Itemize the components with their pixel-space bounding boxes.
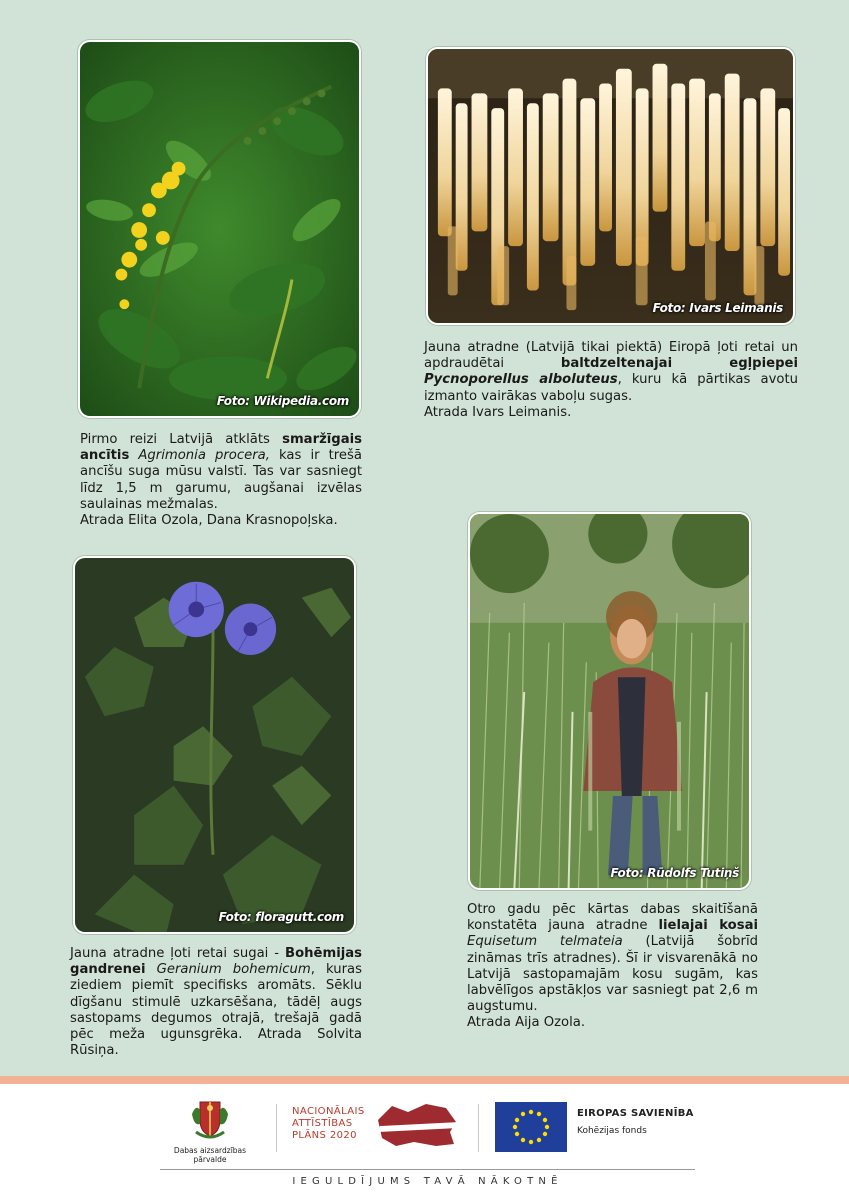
nap-logo-text (292, 1106, 382, 1142)
nap-line: NACIONĀLAIS (292, 1106, 365, 1117)
species-latin-name: Equisetum telmateia (467, 934, 623, 950)
eu-stars-icon (495, 1102, 567, 1152)
caption-text: kas ir trešā ancīšu suga mūsu valstī. Tas var sasniegt līdz 1,5 m garumu, augšanai izvēlas saulainas mežmalas. (80, 448, 362, 512)
caption-text: Jauna atradne (Latvijā tikai piektā) Eiropā ļoti retai un apdraudētai (424, 340, 798, 372)
caption-text: (Latvijā šobrīd zināmas trīs atradnes). Šī ir visvarenākā no Latvijā sastopamajām kosu sugām, kas labvēlīgos apstākļos var sasniegt pat 2,6 m augstumu. (467, 934, 758, 1015)
coat-of-arms-icon (190, 1098, 230, 1140)
eu-subtitle: Kohēzijas fonds (577, 1126, 647, 1136)
fungus-image (428, 49, 793, 323)
photo-fungus (426, 47, 795, 325)
eu-title: EIROPAS SAVIENĪBA (577, 1108, 694, 1119)
caption-fungus (424, 340, 798, 421)
caption-finder: Atrada Aija Ozola. (467, 1015, 586, 1031)
caption-equisetum (467, 902, 758, 1032)
nap-line: PLĀNS 2020 (292, 1130, 357, 1141)
photo-credit: Foto: Wikipedia.com (216, 394, 349, 408)
photo-geranium (73, 556, 356, 934)
caption-text: Pirmo reizi Latvijā atklāts (80, 432, 283, 447)
geranium-image (75, 558, 354, 932)
species-latin-name: Pycnoporellus alboluteus (424, 372, 618, 388)
footer (0, 1084, 849, 1200)
caption-text: Jauna atradne ļoti retai sugai - (70, 946, 286, 961)
footer-separator (276, 1104, 277, 1152)
caption-finder: Atrada Elita Ozola, Dana Krasnopoļska. (80, 513, 338, 529)
caption-text: , kuras ziediem piemīt specifisks aromāts. Sēklu dīgšanu stimulē uzkarsēšana, tādēļ augs sastopams degumos otrajā, trešajā gadā pēc meža ugunsgrēka. Atrada Solvita Rūsiņa. (70, 962, 362, 1059)
species-common-name: smaržīgais ancītis (80, 432, 362, 464)
caption-geranium (70, 946, 362, 1059)
caption-text: , kuru kā pārtikas avotu izmanto vairākas vaboļu sugas. (424, 372, 798, 404)
slogan: IEGULDĪJUMS TAVĀ NĀKOTNĒ (292, 1176, 563, 1187)
photo-equisetum (468, 512, 751, 890)
caption-text (145, 962, 156, 977)
photo-agrimonia (78, 40, 361, 418)
eu-flag (495, 1102, 567, 1152)
caption-text: Otro gadu pēc kārtas dabas skaitīšanā konstatēta jauna atradne (467, 902, 758, 934)
dap-logo (160, 1098, 260, 1164)
dap-label: Dabas aizsardzības pārvalde (173, 1146, 247, 1164)
species-latin-name: Geranium bohemicum (156, 962, 311, 978)
photo-credit: Foto: floragutt.com (218, 910, 344, 924)
species-latin-name: Agrimonia procera, (138, 448, 270, 464)
latvia-map-flag-icon (374, 1100, 460, 1148)
species-common-name: baltdzeltenajai egļpiepei (560, 356, 798, 372)
species-common-name: Bohēmijas gandrenei (70, 946, 362, 978)
nap-line: ATTĪSTĪBAS (292, 1118, 353, 1129)
species-common-name: lielajai kosai (658, 918, 758, 934)
footer-rule (160, 1169, 695, 1170)
divider-bar (0, 1076, 849, 1084)
equisetum-image (470, 514, 749, 888)
caption-agrimonia (80, 432, 362, 529)
photo-credit: Foto: Ivars Leimanis (652, 301, 783, 315)
footer-separator (478, 1104, 479, 1152)
caption-finder: Atrada Ivars Leimanis. (424, 404, 572, 420)
agrimonia-image (80, 42, 359, 416)
photo-credit: Foto: Rūdolfs Tutiņš (610, 866, 739, 880)
